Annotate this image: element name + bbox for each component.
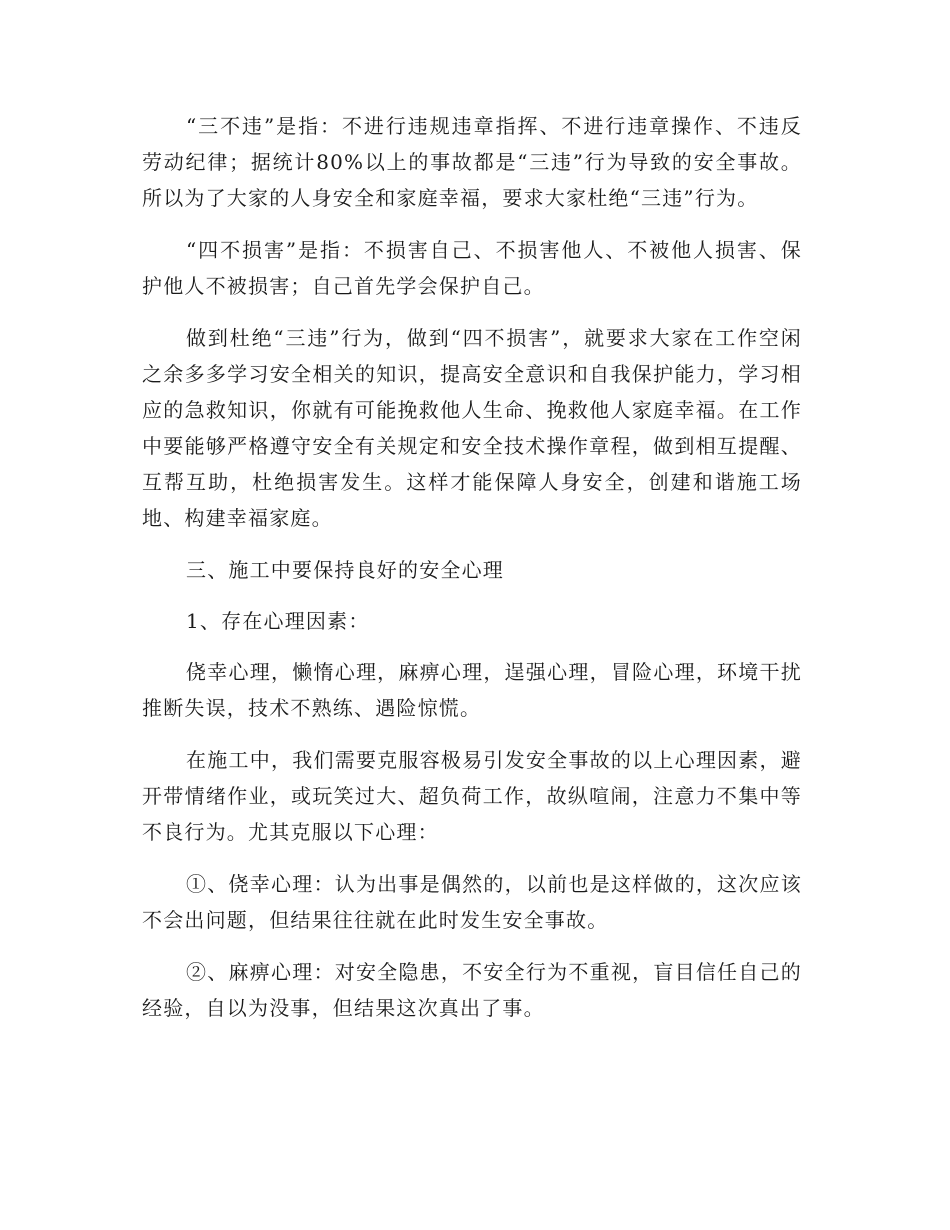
- paragraph-overcome-factors: 在施工中，我们需要克服容极易引发安全事故的以上心理因素，避开带情绪作业，或玩笑过大、超负荷工作，故纵喧闹，注意力不集中等不良行为。尤其克服以下心理：: [142, 748, 802, 844]
- section-heading-safety-psychology: 三、施工中要保持良好的安全心理: [186, 558, 504, 582]
- paragraph-three-violations: “三不违”是指：不进行违规违章指挥、不进行违章操作、不违反劳动纪律；据统计80%以上的事故都是“三违”行为导致的安全事故。所以为了大家的人身安全和家庭幸福，要求大家杜绝“三违”行为。: [142, 114, 802, 210]
- paragraph-factor-list: 侥幸心理，懒惰心理，麻痹心理，逞强心理，冒险心理，环境干扰推断失误，技术不熟练、遇险惊慌。: [142, 660, 802, 720]
- document-body: [142, 108, 802, 1042]
- subheading-psychological-factors: 1、存在心理因素：: [186, 609, 370, 633]
- paragraph-four-no-harm: “四不损害”是指：不损害自己、不损害他人、不被他人损害、保护他人不被损害；自己首先学会保护自己。: [142, 238, 802, 298]
- paragraph-safety-knowledge: 做到杜绝“三违”行为，做到“四不损害”，就要求大家在工作空闲之余多多学习安全相关的知识，提高安全意识和自我保护能力，学习相应的急救知识，你就有可能挽救他人生命、挽救他人家庭幸福。在工作中要能够严格遵守安全有关规定和安全技术操作章程，做到相互提醒、互帮互助，杜绝损害发生。这样才能保障人身安全，创建和谐施工场地、构建幸福家庭。: [142, 326, 802, 530]
- paragraph-luck-psychology: ①、侥幸心理：认为出事是偶然的，以前也是这样做的，这次应该不会出问题，但结果往往就在此时发生安全事故。: [142, 872, 802, 932]
- paragraph-numbness-psychology: ②、麻痹心理：对安全隐患，不安全行为不重视，盲目信任自己的经验，自以为没事，但结果这次真出了事。: [142, 960, 802, 1020]
